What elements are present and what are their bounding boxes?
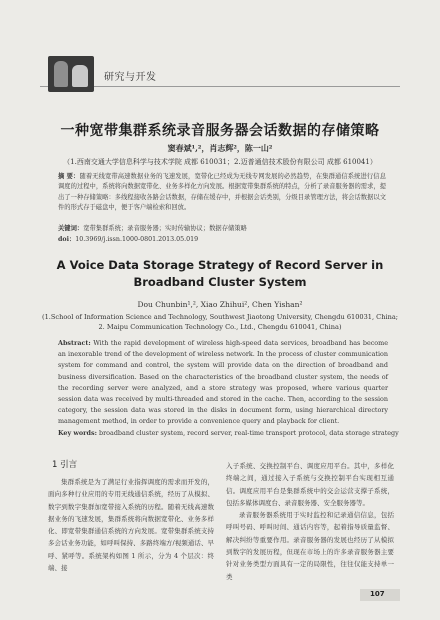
en-keywords-text: broadband cluster system, record server, real-time transport protocol, data storage strategy xyxy=(99,429,399,437)
section-heading-introduction: 1 引言 xyxy=(52,460,78,470)
page-number: 107 xyxy=(370,590,385,598)
en-keywords xyxy=(58,428,399,438)
figure-silhouette-a xyxy=(54,61,68,87)
zh-abstract xyxy=(58,172,386,214)
en-abstract-label: Abstract: xyxy=(58,339,91,347)
zh-abstract-label: 摘 要： xyxy=(58,173,80,180)
body-paragraph-right-2: 录音服务器系统用于实时监控和记录通信信息，包括呼叫号码、呼叫时间、通话内容等，起着指导质量监督、解决纠纷等重要作用。录音服务器的发展也经历了从模拟到数字的发展历程，但现在市场上的许多录音服务器主要针对业务类型方面具有一定的局限性，往往仅能支持单一类 xyxy=(226,511,394,581)
zh-keywords xyxy=(58,224,388,234)
header-rule xyxy=(40,62,400,87)
body-paragraph-right-1: 入子系统、交换控制平台、调度应用平台。其中，多样化终端之间，通过接入子系统与交换控制平台实现相互通信。调度应用平台是集群系统中的交会运营支撑子系统，包括多媒体调度台、录音服务器、安全服务器等。 xyxy=(226,462,394,507)
zh-keywords-text: 宽带集群系统；录音服务器；实时传输协议；数据存储策略 xyxy=(83,225,247,232)
en-title-line-1: A Voice Data Storage Strategy of Record Server in xyxy=(56,258,384,272)
zh-affiliation: （1.西南交通大学信息科学与技术学院 成都 610031；2.迈普通信技术股份有限公司 成都 610041） xyxy=(63,158,377,166)
en-abstract xyxy=(58,338,388,428)
en-abstract-text: With the rapid development of wireless high-speed data services, broadband has become an inexorable trend of the development of wireless network. In the process of cluster communication system for command and control, the system will provide data on the direction of broadband and business diversification. Based on the characteristics of the broadband cluster system, the needs of the recording server were analyzed, and a store strategy was proposed, where various quarter session data was received by multi-threaded and stored in the cache. Then, according to the session category, the session data was stored in the disks in document form, using hierarchical directory management method, in order to provide a convenience query and playback for client. xyxy=(58,339,388,426)
zh-title: 一种宽带集群系统录音服务器会话数据的存储策略 xyxy=(60,123,380,139)
en-keywords-label: Key words: xyxy=(58,429,97,437)
zh-authors: 窦春斌¹,²，肖志辉²，陈一山² xyxy=(167,143,273,153)
body-column-left xyxy=(48,458,214,574)
zh-doi xyxy=(58,235,388,245)
zh-doi-label: doi： xyxy=(58,236,76,243)
en-title-line-2: Broadband Cluster System xyxy=(133,275,307,289)
body-column-right xyxy=(226,460,394,583)
en-authors: Dou Chunbin¹,², Xiao Zhihui², Chen Yishan² xyxy=(137,300,303,309)
zh-doi-text: 10.3969/j.issn.1000-0801.2013.05.019 xyxy=(75,236,199,243)
body-paragraph-left: 集群系统是为了满足行业指挥调度的需求而开发的，面向多种行业应用的专用无线通信系统，经历了从模拟、数字到数字集群加宽带接入系统的历程。随着无线高速数据业务的飞速发展，集群系统将向数据宽带化、业务多样化、即宽带集群通信系统的方向发展。宽带集群系统支持多会话业务功能，如呼叫保持、多路终端方/视频通话、早呼、紧呼等。系统架构如图 1 所示，分为 4 个层次：终端、接 xyxy=(48,478,214,573)
en-affiliation-2: 2. Maipu Communication Technology Co., Ltd., Chengdu 610041, China) xyxy=(98,323,342,331)
en-affiliation-1: (1.School of Information Science and Technology, Southwest Jiaotong University, Chengdu 610031, China; xyxy=(42,313,398,321)
zh-abstract-text: 随着无线宽带高速数据业务的飞速发展，宽带化已经成为无线专网发展的必然趋势，在集群通信系统进行信息调度的过程中，系统将向数据宽带化、业务多样化方向发展。根据宽带集群系统的特点，分析了录音服务器的需求，提出了一种存储策略：多线程接收各路会话数据，存储在缓存中，并根据会话类别，分级目录管理方法，将会话数据以文件的形式存于磁盘中，便于客户端检索和回放。 xyxy=(58,173,386,212)
researchers-photo-icon xyxy=(48,56,94,92)
en-title xyxy=(0,257,440,291)
section-label: 研究与开发 xyxy=(104,72,157,83)
figure-silhouette-b xyxy=(72,65,88,87)
zh-keywords-label: 关键词： xyxy=(58,225,84,232)
